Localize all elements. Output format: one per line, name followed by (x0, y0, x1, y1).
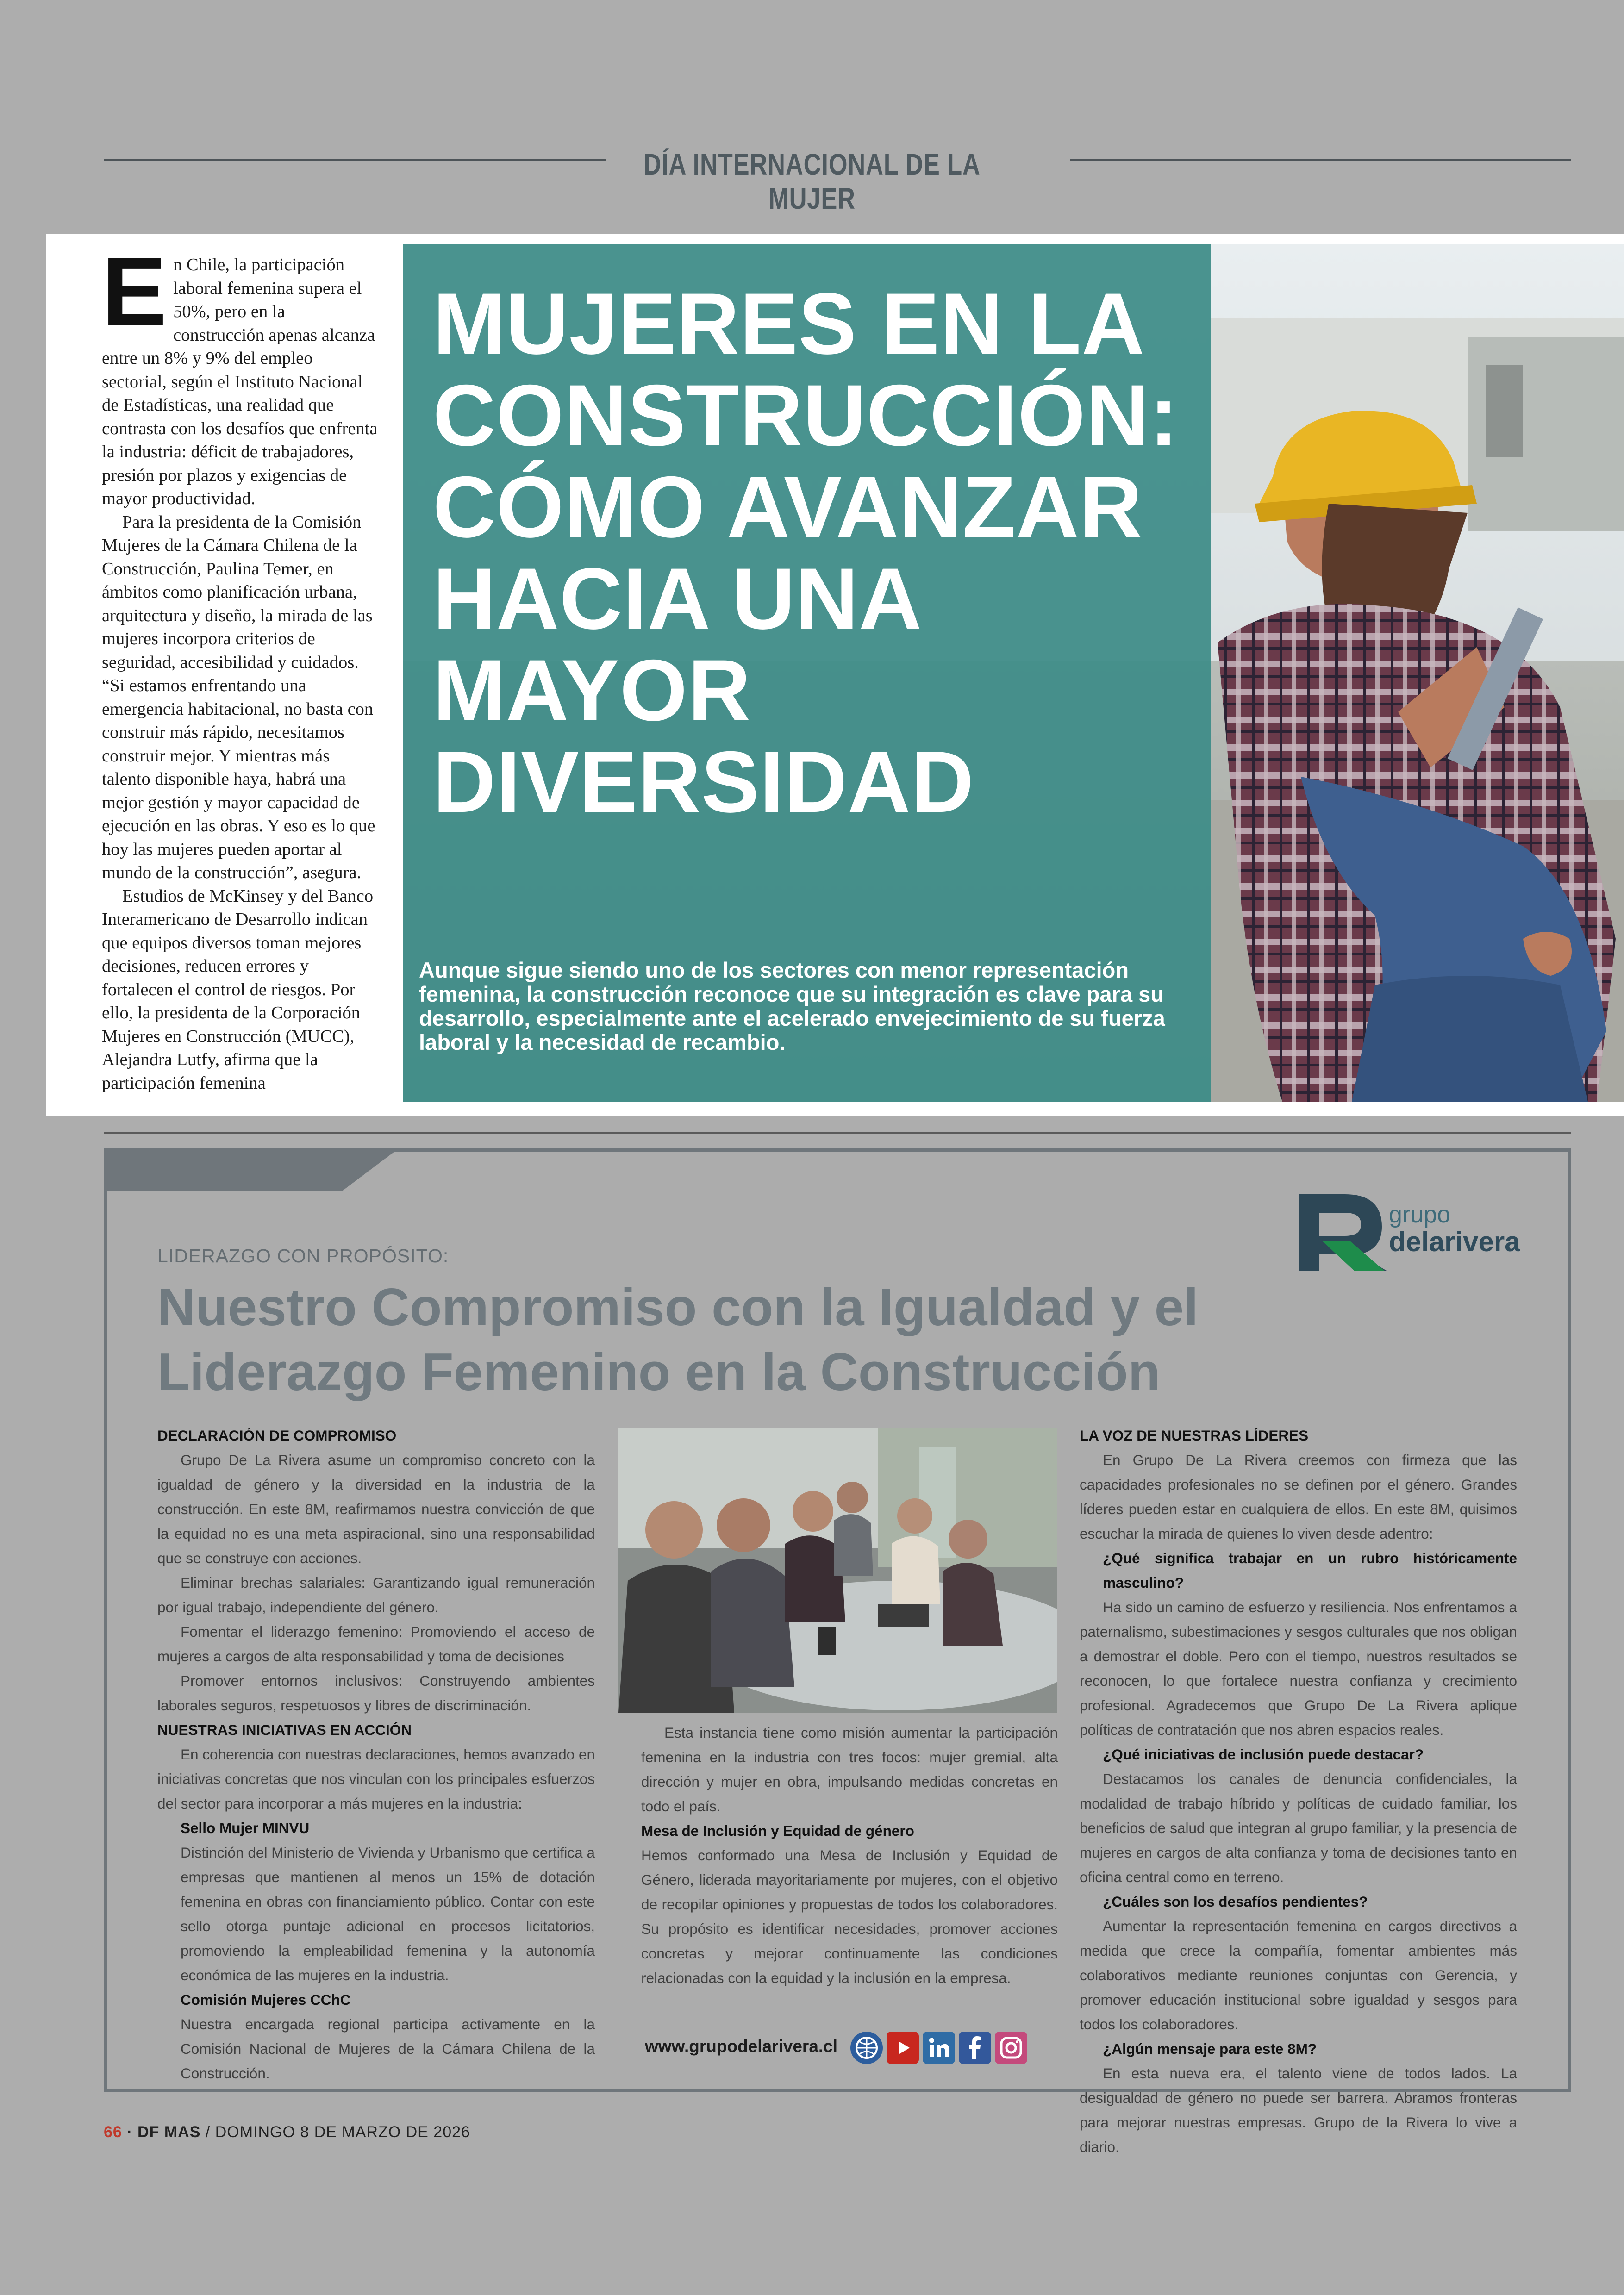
article-headline: MUJERES EN LA CONSTRUCCIÓN: CÓMO AVANZAR HACIA UNA MAYOR DIVERSIDAD (433, 275, 1179, 830)
dropcap: E (102, 237, 167, 346)
ad-kicker: LIDERAZGO CON PROPÓSITO: (157, 1245, 449, 1266)
paragraph: Esta instancia tiene como misión aumentar la participación femenina en la industria con tres focos: mujer gremial, alta dirección y mujer en obra, impulsando medidas concretas en todo el país. (641, 1724, 1058, 1815)
ad-column-3 (1080, 1423, 1517, 2159)
section-divider (104, 1132, 1571, 1134)
logo-text-delarivera: delarivera (1389, 1226, 1520, 1257)
header-rule-right (1070, 159, 1571, 161)
page-footer (104, 2123, 470, 2141)
instagram-icon[interactable] (995, 2032, 1027, 2064)
issue-date: / DOMINGO 8 DE MARZO DE 2026 (205, 2123, 470, 2141)
subheading: NUESTRAS INICIATIVAS EN ACCIÓN (157, 1721, 412, 1738)
answer: En esta nueva era, el talento viene de todos lados. La desigualdad de género no puede ser barrera. Abramos fronteras para mejorar nuestras empresas. Grupo de la Rivera lo vive a diario. (1080, 2065, 1517, 2155)
ad-title: Nuestro Compromiso con la Igualdad y el Liderazgo Femenino en la Construcción (157, 1278, 1199, 1402)
section-title: DÍA INTERNACIONAL DE LA MUJER (643, 148, 981, 215)
article-paragraph: En Chile, la participación laboral femenina supera el 50%, pero en la construcción apenas alcanza entre un 8% y 9% del empleo sectorial, según el Instituto Nacional de Estadísticas, una realidad que contrasta con los desafíos que enfrenta la industria: déficit de trabajadores, presión por plazos y exigencias de mayor productividad. (102, 237, 378, 508)
paragraph: Grupo De La Rivera asume un compromiso concreto con la igualdad de género y la diversidad en la industria de la construcción. En este 8M, reafirmamos nuestra convicción de que la equidad no es una meta aspiracional, sino una responsabilidad que se construye con acciones. (157, 1452, 595, 1566)
question: ¿Qué significa trabajar en un rubro históricamente masculino? (1103, 1550, 1517, 1591)
facebook-icon[interactable] (959, 2032, 991, 2064)
subheading: LA VOZ DE NUESTRAS LÍDERES (1080, 1427, 1309, 1444)
paragraph: Distinción del Ministerio de Vivienda y Urbanismo que certifica a empresas que mantienen al menos un 15% de dotación femenina en obras con financiamiento público. Contar con este sello otorga puntaje adicional en procesos licitatorios, promoviendo la empleabilidad femenina y la autonomía económica de las mujeres en la industria. (181, 1844, 595, 1983)
ad-column-1 (157, 1423, 595, 2086)
question: ¿Algún mensaje para este 8M? (1103, 2040, 1317, 2057)
header-rule-left (104, 159, 606, 161)
paragraph: Fomentar el liderazgo femenino: Promoviendo el acceso de mujeres a cargos de alta responsabilidad y toma de decisiones (157, 1623, 595, 1665)
publication-name: · DF MAS (127, 2123, 201, 2141)
subheading: Sello Mujer MINVU (181, 1820, 310, 1836)
ad-column-2 (641, 1721, 1058, 1990)
paragraph: Hemos conformado una Mesa de Inclusión y Equidad de Género, liderada mayoritariamente por mujeres, con el objetivo de recopilar opiniones y propuestas de todos los colaboradores. Su propósito es identificar necesidades, promover acciones concretas y mejorar continuamente las condiciones relacionadas con la equidad y la inclusión en la empresa. (641, 1847, 1058, 1986)
paragraph: Nuestra encargada regional participa activamente en la Comisión Nacional de Mujeres de la Cámara Chilena de la Construcción. (181, 2016, 595, 2082)
youtube-icon[interactable] (887, 2032, 919, 2064)
paragraph: En Grupo De La Rivera creemos con firmeza que las capacidades profesionales no se definen por el género. Grandes líderes pueden estar en cualquiera de ellos. En este 8M, quisimos escuchar la mirada de quienes lo viven desde adentro: (1080, 1452, 1517, 1542)
subheading: DECLARACIÓN DE COMPROMISO (157, 1427, 397, 1444)
subheading: Comisión Mujeres CChC (181, 1991, 351, 2008)
article-body (102, 237, 380, 1095)
question: ¿Qué iniciativas de inclusión puede destacar? (1103, 1746, 1424, 1763)
globe-icon[interactable] (850, 2032, 883, 2064)
article-paragraph: Para la presidenta de la Comisión Mujeres de la Cámara Chilena de la Construcción, Paulina Temer, en ámbitos como planificación urbana, arquitectura y diseño, la mirada de las mujeres incorpora criterios de seguridad, accesibilidad y cuidados. “Si estamos enfrentando una emergencia habitacional, no basta con construir más rápido, necesitamos construir mejor. Y mientras más talento disponible haya, habrá una mejor gestión y mayor capacidad de ejecución en las obras. Y eso es lo que hoy las mujeres pueden aportar al mundo de la construcción”, asegura. (102, 512, 375, 882)
article-dek: Aunque sigue siendo uno de los sectores con menor representación femenina, la construcción reconoce que su integración es clave para su desarrollo, especialmente ante el acelerado envejecimiento de su fuerza laboral y la necesidad de recambio. (419, 958, 1165, 1054)
paragraph: En coherencia con nuestras declaraciones, hemos avanzado en iniciativas concretas que nos vinculan con los principales esfuerzos del sector para incorporar a más mujeres en la industria: (157, 1746, 595, 1812)
article-paragraph: Estudios de McKinsey y del Banco Interamericano de Desarrollo indican que equipos diversos toman mejores decisiones, reducen errores y fortalecen el control de riesgos. Por ello, la presidenta de la Corporación Mujeres en Construcción (MUCC), Alejandra Lutfy, afirma que la participación femenina (102, 886, 374, 1093)
paragraph: Eliminar brechas salariales: Garantizando igual remuneración por igual trabajo, independiente del género. (157, 1574, 595, 1615)
linkedin-icon[interactable] (923, 2032, 955, 2064)
answer: Ha sido un camino de esfuerzo y resiliencia. Nos enfrentamos a paternalismo, subestimaciones y sesgos culturales que nos obligan a demostrar el doble. Pero con el tiempo, nuestros resultados se reconocen, lo que fortalece nuestra confianza y crecimiento profesional. Agradecemos que Grupo De La Rivera aplique políticas de contratación que nos abren espacios reales. (1080, 1599, 1517, 1738)
answer: Aumentar la representación femenina en cargos directivos a medida que crece la compañía, fomentar ambientes más colaborativos mediante reuniones conjuntas con Gerencia, y promover educación institucional sobre igualdad y sesgos para todos los colaboradores. (1080, 1918, 1517, 2033)
page-number: 66 (104, 2123, 122, 2141)
team-meeting-photo (618, 1428, 1057, 1713)
question: ¿Cuáles son los desafíos pendientes? (1103, 1893, 1368, 1910)
answer: Destacamos los canales de denuncia confidenciales, la modalidad de trabajo híbrido y políticas de cuidado familiar, los beneficios de salud que integran al grupo familiar, y la presencia de mujeres en cargos de alta confianza y toma de decisiones tanto en oficina central como en terreno. (1080, 1771, 1517, 1885)
paragraph: Promover entornos inclusivos: Construyendo ambientes laborales seguros, respetuosos y libres de discriminación. (157, 1672, 595, 1714)
subheading: Mesa de Inclusión y Equidad de género (641, 1822, 914, 1839)
logo-text-grupo: grupo (1389, 1201, 1450, 1228)
website-link[interactable]: www.grupodelarivera.cl (645, 2037, 838, 2056)
